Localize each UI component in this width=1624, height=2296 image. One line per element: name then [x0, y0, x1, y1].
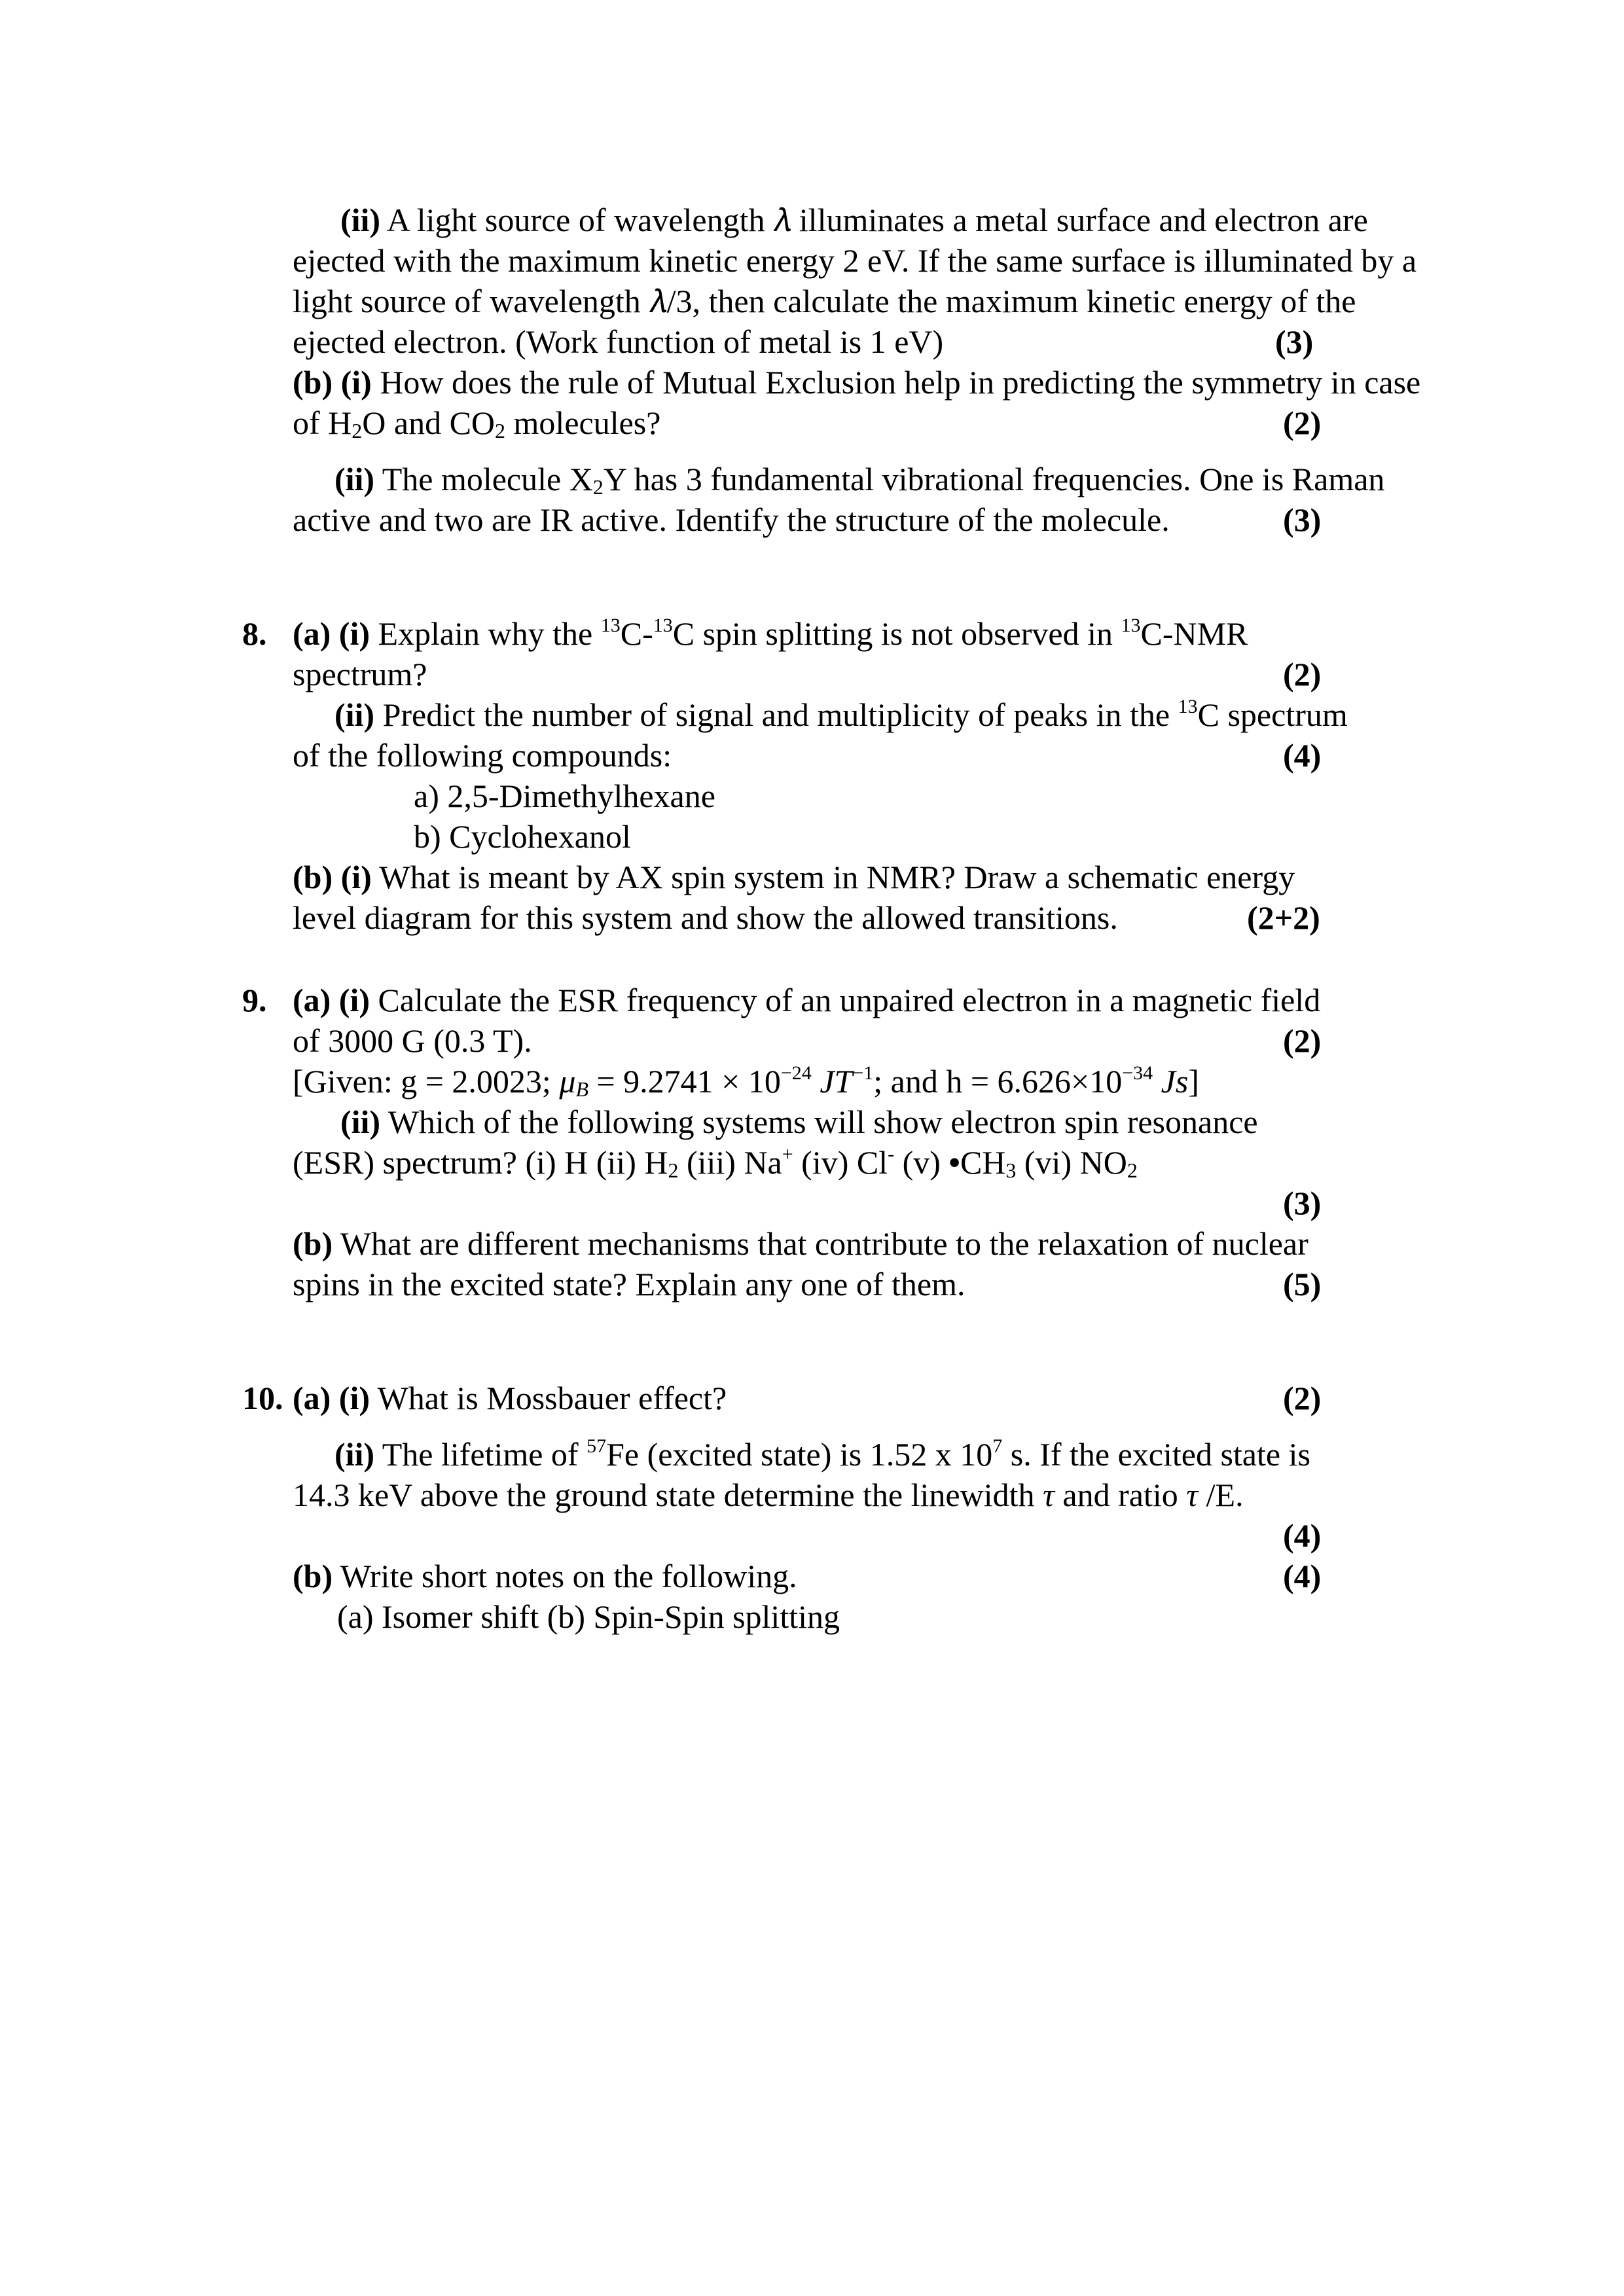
q8-a-ii-marks: (4) — [1283, 737, 1322, 774]
q8-a-ii-label: (ii) — [334, 696, 375, 733]
q7-b-ii-line1: (ii) The molecule $X_2Y$ has 3 fundamental vibrational frequencies. One is Raman — [334, 461, 1385, 499]
q10-a-i-line: (a) (i) What is Mossbauer effect? — [293, 1380, 727, 1416]
q7-a-ii-line1: (ii) A light source of wavelength 𝜆 illuminates a metal surface and electron are — [340, 202, 1368, 238]
q9-b-line1: (b) What are different mechanisms that contribute to the relaxation of nuclear — [293, 1225, 1308, 1262]
q9-number: 9. — [242, 982, 267, 1018]
q8-compound-b: b) Cyclohexanol — [414, 818, 631, 855]
q10-a-ii-marks: (4) — [1283, 1517, 1322, 1554]
q7-a-ii-marks: (3) — [1275, 323, 1314, 360]
q10-a-i-label: (a) (i) — [293, 1380, 370, 1416]
q9-a-i-line2: of 3000 G (0.3 T). — [293, 1022, 532, 1059]
q8-a-ii-line2: of the following compounds: — [293, 737, 672, 774]
q7-a-ii-label: (ii) — [340, 202, 381, 238]
q7-b-i-line1: (b) (i) How does the rule of Mutual Exclusion help in predicting the symmetry in case — [293, 364, 1421, 401]
q7-a-ii-line3: light source of wavelength 𝜆/3, then calculate the maximum kinetic energy of the — [293, 283, 1356, 319]
q9-b-marks: (5) — [1283, 1266, 1322, 1302]
q8-b-i-line1: (b) (i) What is meant by AX spin system in NMR? Draw a schematic energy — [293, 859, 1295, 895]
q8-a-i-marks: (2) — [1283, 656, 1322, 692]
q9-b-label: (b) — [293, 1225, 333, 1262]
q9-a-ii-marks: (3) — [1283, 1185, 1322, 1221]
q10-a-ii-label: (ii) — [334, 1436, 375, 1473]
q8-compound-a: a) 2,5-Dimethylhexane — [414, 778, 715, 814]
q9-a-i-line1: (a) (i) Calculate the ESR frequency of an unpaired electron in a magnetic field — [293, 982, 1321, 1018]
q8-a-i-label: (a) (i) — [293, 615, 370, 652]
q9-a-i-label: (a) (i) — [293, 982, 370, 1018]
q7-b-i-marks: (2) — [1283, 404, 1322, 441]
q9-a-i-marks: (2) — [1283, 1022, 1322, 1059]
q9-a-ii-line2: (ESR) spectrum? (i) H (ii) $H_2$ (iii) Na+ (iv) Cl- (v) $•CH_3$ (vi) $NO_2$ — [293, 1143, 1138, 1182]
q10-a-ii-line2: 14.3 keV above the ground state determine the linewidth τ and ratio τ /E. — [293, 1477, 1244, 1513]
q9-b-line2: spins in the excited state? Explain any one of them. — [293, 1266, 965, 1302]
q7-a-ii-line4: ejected electron. (Work function of metal is 1 eV) — [293, 323, 944, 360]
q10-b-marks: (4) — [1283, 1558, 1322, 1594]
q8-a-i-line1: (a) (i) Explain why the $^{13}$C-$^{13}$C spin splitting is not observed in $^{13}$C-NMR — [293, 615, 1248, 652]
q10-b-items: (a) Isomer shift (b) Spin-Spin splitting — [337, 1598, 840, 1635]
q8-number: 8. — [242, 615, 267, 652]
q7-b-ii-marks: (3) — [1283, 501, 1322, 538]
q10-b-line: (b) Write short notes on the following. — [293, 1558, 797, 1594]
q7-b-i-label: (b) (i) — [293, 364, 372, 401]
q9-a-ii-label: (ii) — [340, 1103, 381, 1140]
q7-a-ii-line2: ejected with the maximum kinetic energy 2 eV. If the same surface is illuminated by a — [293, 242, 1417, 279]
q10-number: 10. — [242, 1380, 283, 1416]
q8-a-i-line2: spectrum? — [293, 656, 427, 692]
q8-b-i-line2: level diagram for this system and show the allowed transitions. — [293, 899, 1118, 936]
q10-a-i-marks: (2) — [1283, 1380, 1322, 1416]
q8-a-ii-line1: (ii) Predict the number of signal and multiplicity of peaks in the $^{13}$C spectrum — [334, 696, 1348, 733]
q10-b-label: (b) — [293, 1558, 333, 1594]
q8-b-i-label: (b) (i) — [293, 859, 372, 895]
q7-b-ii-line2: active and two are IR active. Identify the structure of the molecule. — [293, 501, 1170, 538]
q9-given: [Given: g = 2.0023; $\mu_B = 9.2741 \times 10^{-24}$ $JT^{-1}$; and $h = 6.626\times 10^{-34}$ Js] — [293, 1062, 1199, 1101]
q9-a-ii-line1: (ii) Which of the following systems will show electron spin resonance — [340, 1103, 1258, 1140]
q7-b-i-line2: of $H_2O$ and $CO_2$ molecules? — [293, 404, 661, 442]
q8-b-i-marks: (2+2) — [1247, 899, 1320, 936]
q7-b-ii-label: (ii) — [334, 461, 375, 497]
q10-a-ii-line1: (ii) The lifetime of $^{57}$Fe (excited state) is 1.52 x $10^7$ s. If the excited state is — [334, 1435, 1310, 1473]
